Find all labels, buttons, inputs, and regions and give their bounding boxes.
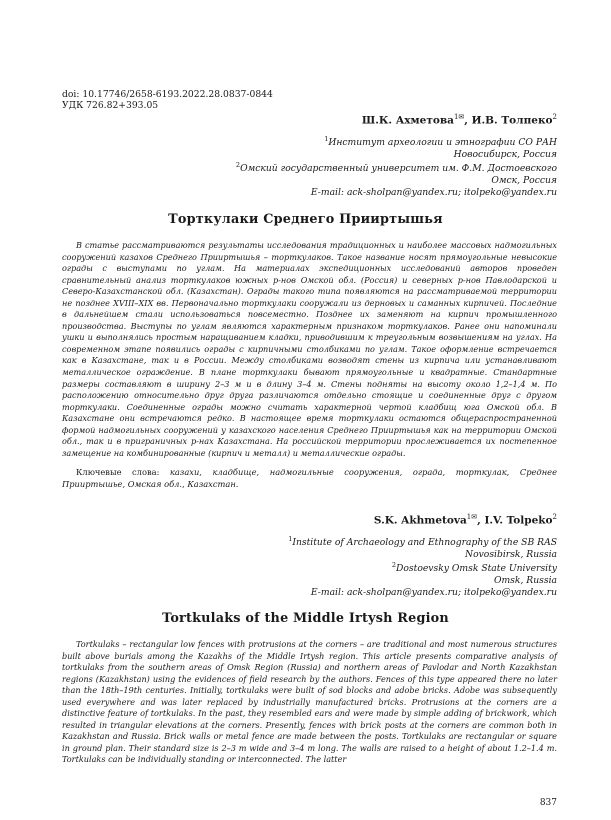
- en-author-first: S.K. Akhmetova: [373, 514, 467, 527]
- en-affiliation-line: $^2$Dostoevsky Omsk State University: [391, 561, 557, 575]
- en-title: Tortkulaks of the Middle Irtysh Region: [162, 611, 449, 626]
- ru-affiliation-line: $^1$Институт археологии и этнографии СО РАН: [324, 135, 557, 149]
- en-author-separator: ,: [477, 514, 485, 527]
- ru-author-separator: ,: [464, 114, 472, 127]
- ru-keywords-list: казахи, кладбище, надмогильные сооружения, ограда, торткулак, Среднее Прииртышье, Омская обл., Казахстан.: [62, 467, 557, 489]
- en-email: E-mail: ack-sholpan@yandex.ru; itolpeko@yandex.ru: [310, 586, 557, 598]
- en-author-first-sup: 1: [466, 513, 472, 521]
- ru-affiliation-line: $^2$Омский государственный университет им. Ф.М. Достоевского: [235, 161, 557, 175]
- udk-code: УДК 726.82+393.05: [62, 100, 159, 111]
- doi: doi: 10.17746/2658-6193.2022.28.0837-0844: [62, 89, 273, 100]
- ru-keywords-label: Ключевые слова:: [76, 467, 170, 477]
- envelope-icon: ✉: [458, 113, 465, 121]
- envelope-icon: ✉: [471, 513, 478, 521]
- ru-email: E-mail: ack-sholpan@yandex.ru; itolpeko@yandex.ru: [310, 186, 557, 198]
- en-author-second: I.V. Tolpeko: [484, 514, 553, 527]
- en-affiliation-line: Omsk, Russia: [493, 574, 557, 586]
- ru-author-second-sup: 2: [552, 113, 557, 121]
- en-author-second-sup: 2: [552, 513, 557, 521]
- ru-abstract: В статье рассматриваются результаты исследования традиционных и наиболее массовых надмогильных сооружений казахов Среднего Прииртышья – торткулаков. Такое название носят прямоугольные невысокие ограды с выступами по углам. На материалах экспедиционных исследований авторов проведен сравнительный анализ торткулаков южных р-нов Омской обл. (Россия) и северных р-нов Павлодарской и Северо-Казахстанской обл. (Казахстан). Ограды такого типа появляются на рассматриваемой территории не позднее XVIII–XIX вв. Первоначально торткулаки сооружали из дерновых и саманных кирпичей. Последние в дальнейшем стали использоваться повсеместно. Позднее их заменяют на кирпич промышленного производства. Выступы по углам являются характерным признаком торткулаков. Ранее они напоминали ушки и выполнялись простым наращиванием кладки, приводившим к треугольным возвышениям на углах. На современном этапе появились ограды с кирпичными столбиками по углам. Такое оформление встречается как в Казахстане, так и в России. Между столбиками возводят стены из кирпича или устанавливают металлическое ограждение. В плане торткулаки бывают прямоугольные и квадратные. Стандартные размеры составляют в ширину 2–3 м и в длину 3–4 м. Стены подняты на высоту около 1,2–1,4 м. По расположению относительно друг друга различаются отдельно стоящие и соединенные друг с другом торткулаки. Соединенные ограды можно считать характерной чертой кладбищ юга Омской обл. В Казахстане они встречаются редко. В настоящее время торткулаки остаются общераспространенной формой надмогильных сооружений у казахского населения Среднего Прииртышья как на территории Омской обл., так и в приграничных р-нах Казахстана. На российской территории прослеживается их постепенное замещение на комбинированные (кирпич и металл) и металлические ограды.: [62, 240, 557, 458]
- ru-author-first-sup: 1: [453, 113, 459, 121]
- ru-affiliations: [236, 134, 557, 198]
- ru-affiliation-line: Омск, Россия: [491, 174, 557, 186]
- ru-authors: [362, 113, 557, 127]
- page-number: 837: [539, 798, 557, 808]
- ru-title: Торткулаки Среднего Прииртышья: [168, 212, 443, 227]
- ru-author-second: И.В. Толпеко: [471, 114, 553, 127]
- ru-affiliation-line: Новосибирск, Россия: [453, 148, 557, 160]
- en-authors: [374, 513, 557, 527]
- en-affiliation-line: Novosibirsk, Russia: [465, 548, 557, 560]
- ru-author-first: Ш.К. Ахметова: [361, 114, 454, 127]
- en-abstract: Tortkulaks – rectangular low fences with protrusions at the corners – are traditional and most numerous structures built above burials among the Kazakhs of the Middle Irtysh region. This article presents comparative analysis of tortkulaks from the southern areas of Omsk Region (Russia) and northern areas of Pavlodar and North Kazakhstan regions (Kazakhstan) using the evidences of field research by the authors. Fences of this type appeared there no later than the 18th–19th centuries. Initially, tortkulaks were built of sod blocks and adobe bricks. Adobe was subsequently used everywhere and was later replaced by industrially manufactured bricks. Protrusions at the corners are a distinctive feature of tortkulaks. In the past, they resembled ears and were made by simple adding of brickwork, which resulted in triangular elevations at the corners. Presently, fences with brick posts at the corners are common both in Kazakhstan and Russia. Brick walls or metal fence are made between the posts. Tortkulaks are rectangular or square in ground plan. Their standard size is 2–3 m wide and 3–4 m long. The walls are raised to a height of about 1.2–1.4 m. Tortkulaks can be individually standing or interconnected. The latter: [62, 639, 557, 765]
- en-affiliations: [288, 534, 557, 598]
- ru-keywords: [62, 467, 557, 490]
- en-affiliation-line: $^1$Institute of Archaeology and Ethnography of the SB RAS: [288, 535, 557, 549]
